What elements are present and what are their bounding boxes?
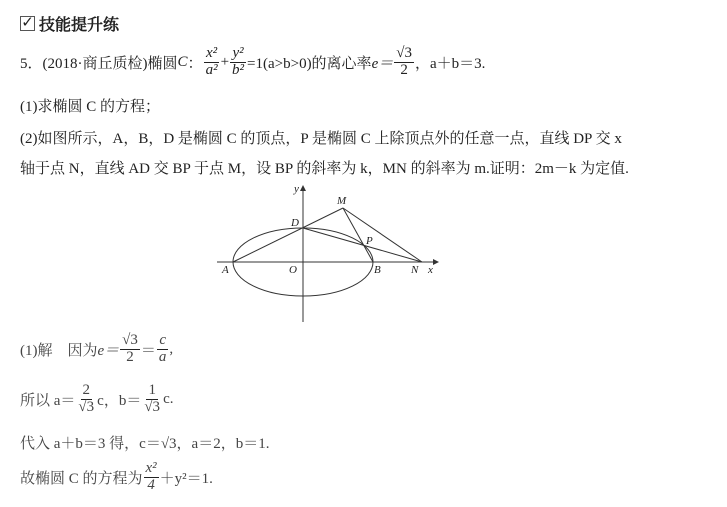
denominator: 4 (147, 476, 155, 493)
part1: (1)求椭圆 C 的方程； (20, 99, 160, 115)
text: (1)解 因为 (20, 342, 98, 359)
label-P: P (366, 235, 373, 247)
text: 椭圆 (147, 55, 178, 72)
denominator: 2 (400, 61, 408, 78)
solution-line2 (20, 383, 173, 416)
label-O: O (289, 264, 297, 276)
solution-line1 (20, 333, 173, 366)
problem-number: 5． (20, 55, 43, 72)
denominator: a² (205, 61, 218, 78)
label-x: x (428, 264, 433, 276)
fraction (76, 383, 96, 416)
solution-line3: 代入 a＋b＝3 得，c＝√3，a＝2，b＝1. (20, 436, 270, 452)
numerator: √3 (122, 332, 138, 348)
section-title: 技能提升练 (39, 15, 120, 34)
line-MN (343, 208, 422, 262)
text: + (220, 53, 230, 70)
denominator: √3 (78, 398, 95, 415)
line-DN (303, 228, 422, 262)
label-y: y (294, 183, 299, 195)
text: , (169, 340, 174, 357)
numerator: x² (205, 45, 218, 61)
text: ，a＋b＝3. (414, 55, 486, 72)
text: =1(a>b>0)的离心率 (247, 55, 372, 72)
numerator: c (159, 332, 166, 348)
solution-line4 (20, 461, 213, 494)
part2-line1: (2)如图所示，A，B，D 是椭圆 C 的顶点，P 是椭圆 C 上除顶点外的任意一点，直线 DP 交 x (20, 131, 622, 147)
label-D: D (291, 217, 299, 229)
fraction (142, 383, 162, 416)
text: 故椭圆 C 的方程为 (20, 470, 143, 487)
numerator: y² (232, 45, 244, 61)
checkbox-icon: ✓ (21, 13, 34, 31)
numerator: √3 (396, 45, 412, 61)
text: c，b＝ (97, 392, 142, 409)
fraction (120, 333, 140, 366)
label-M: M (337, 195, 347, 207)
text: C (177, 53, 188, 70)
text: 所以 a＝ (20, 392, 76, 409)
text: e＝ (97, 342, 120, 359)
part2-line2: 轴于点 N，直线 AD 交 BP 于点 M，设 BP 的斜率为 k，MN 的斜率为 m.证明：2m－k 为定值. (20, 161, 629, 177)
text: ： (187, 55, 203, 72)
numerator: 1 (148, 382, 156, 398)
text: ＝ (140, 342, 156, 359)
numerator: x² (145, 460, 157, 476)
text: ＋y²＝1. (159, 470, 213, 487)
fraction (144, 461, 159, 494)
label-N: N (411, 264, 419, 276)
text: e＝ (371, 55, 394, 72)
numerator: 2 (82, 382, 91, 398)
label-B: B (374, 264, 381, 276)
denominator: b² (232, 61, 245, 78)
fraction (157, 333, 169, 366)
denominator: a (158, 348, 167, 365)
problem-source: (2018·商丘质检) (42, 55, 148, 72)
denominator: √3 (144, 398, 161, 415)
label-A: A (222, 264, 229, 276)
denominator: 2 (126, 348, 134, 365)
text: c. (163, 390, 174, 407)
